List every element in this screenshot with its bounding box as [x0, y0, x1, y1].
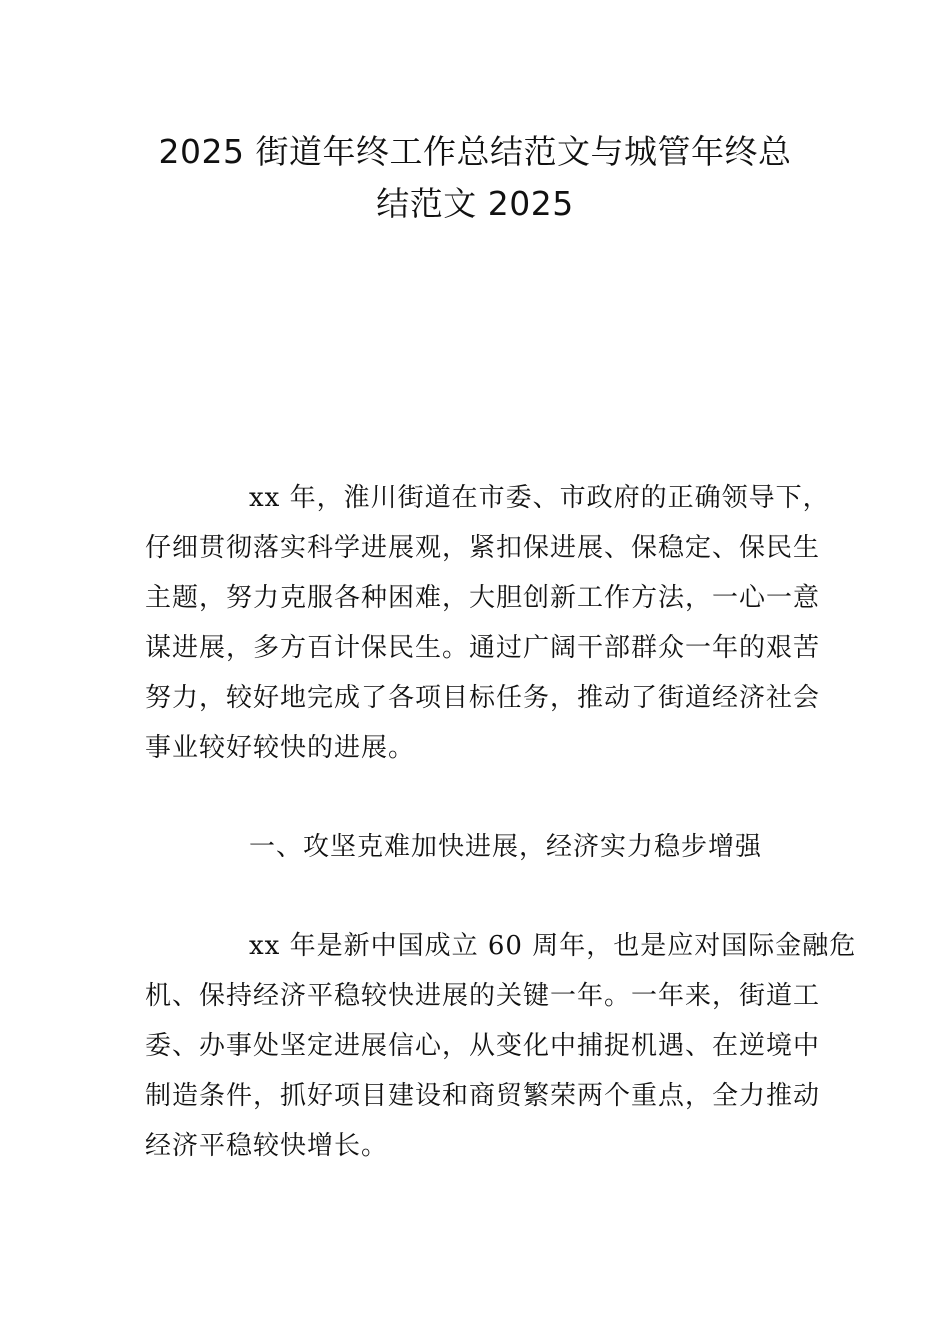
- paragraph-line: 事业较好较快的进展。: [145, 733, 416, 763]
- paragraph-line: xx 年是新中国成立 60 周年，也是应对国际金融危: [249, 931, 857, 961]
- paragraph-line: 努力，较好地完成了各项目标任务，推动了街道经济社会: [145, 683, 821, 713]
- paragraph-line: 谋进展，多方百计保民生。通过广阔干部群众一年的艰苦: [145, 633, 821, 663]
- paragraph-line: 制造条件，抓好项目建设和商贸繁荣两个重点，全力推动: [145, 1081, 821, 1111]
- paragraph-line: 委、办事处坚定进展信心，从变化中捕捉机遇、在逆境中: [145, 1031, 821, 1061]
- paragraph-line: 仔细贯彻落实科学进展观，紧扣保进展、保稳定、保民生: [145, 533, 821, 563]
- document-title: [120, 126, 830, 230]
- section-paragraph: [145, 921, 857, 1171]
- paragraph-line: 经济平稳较快增长。: [145, 1131, 389, 1161]
- paragraph-line: xx 年，淮川街道在市委、市政府的正确领导下，: [249, 483, 830, 513]
- paragraph-line: 机、保持经济平稳较快进展的关键一年。一年来，街道工: [145, 981, 821, 1011]
- title-line-2: 结范文 2025: [376, 184, 574, 223]
- section-heading: 一、攻坚克难加快进展，经济实力稳步增强: [249, 832, 763, 862]
- title-line-1: 2025 街道年终工作总结范文与城管年终总: [158, 132, 792, 171]
- intro-paragraph: [145, 473, 830, 773]
- paragraph-line: 主题，努力克服各种困难，大胆创新工作方法，一心一意: [145, 583, 821, 613]
